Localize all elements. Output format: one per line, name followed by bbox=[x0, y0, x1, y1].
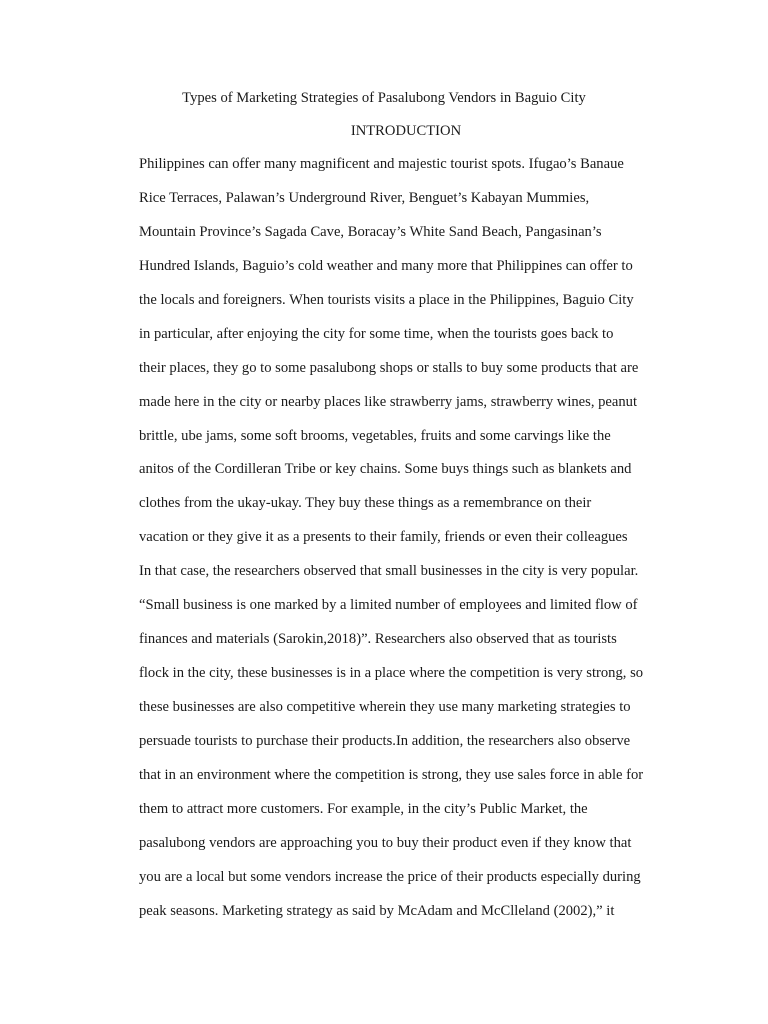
text-line: Philippines can offer many magnificent and majestic tourist spots. Ifugao’s Banaue bbox=[139, 156, 624, 172]
text-line: clothes from the ukay-ukay. They buy these things as a remembrance on their bbox=[139, 495, 592, 512]
text-line: their places, they go to some pasalubong shops or stalls to buy some products that are bbox=[139, 359, 639, 376]
text-line: in particular, after enjoying the city for some time, when the tourists goes back to bbox=[139, 325, 614, 342]
text-line: anitos of the Cordilleran Tribe or key chains. Some buys things such as blankets and bbox=[139, 461, 632, 478]
text-line: “Small business is one marked by a limited number of employees and limited flow of bbox=[139, 597, 638, 614]
text-line: persuade tourists to purchase their products.In addition, the researchers also observe bbox=[139, 732, 631, 749]
text-line: pasalubong vendors are approaching you to buy their product even if they know that bbox=[139, 834, 632, 851]
text-line: the locals and foreigners. When tourists visits a place in the Philippines, Baguio City bbox=[139, 291, 634, 308]
text-line: Rice Terraces, Palawan’s Underground River, Benguet’s Kabayan Mummies, bbox=[139, 189, 590, 206]
text-line: finances and materials (Sarokin,2018)”. Researchers also observed that as tourists bbox=[139, 631, 617, 648]
text-line: these businesses are also competitive wherein they use many marketing strategies to bbox=[139, 699, 631, 715]
text-line: Mountain Province’s Sagada Cave, Boracay’s White Sand Beach, Pangasinan’s bbox=[139, 223, 602, 240]
text-line: that in an environment where the competition is strong, they use sales force in able for bbox=[139, 766, 644, 783]
text-line: brittle, ube jams, some soft brooms, vegetables, fruits and some carvings like the bbox=[139, 427, 611, 444]
text-line: In that case, the researchers observed that small businesses in the city is very popular. bbox=[139, 563, 639, 580]
document-title: Types of Marketing Strategies of Pasalubong Vendors in Baguio City bbox=[182, 90, 586, 106]
text-line: made here in the city or nearby places like strawberry jams, strawberry wines, peanut bbox=[139, 393, 638, 410]
section-heading: INTRODUCTION bbox=[350, 123, 462, 139]
text-line: you are a local but some vendors increase the price of their products especially during bbox=[139, 868, 641, 885]
body-paragraph bbox=[139, 154, 719, 935]
text-line: vacation or they give it as a presents to their family, friends or even their colleagues bbox=[139, 529, 628, 546]
text-line: flock in the city, these businesses is in a place where the competition is very strong, so bbox=[139, 665, 644, 682]
text-line: Hundred Islands, Baguio’s cold weather and many more that Philippines can offer to bbox=[139, 257, 633, 274]
text-line: them to attract more customers. For example, in the city’s Public Market, the bbox=[139, 800, 588, 817]
text-line: peak seasons. Marketing strategy as said by McAdam and McClleland (2002),” it bbox=[139, 902, 615, 919]
